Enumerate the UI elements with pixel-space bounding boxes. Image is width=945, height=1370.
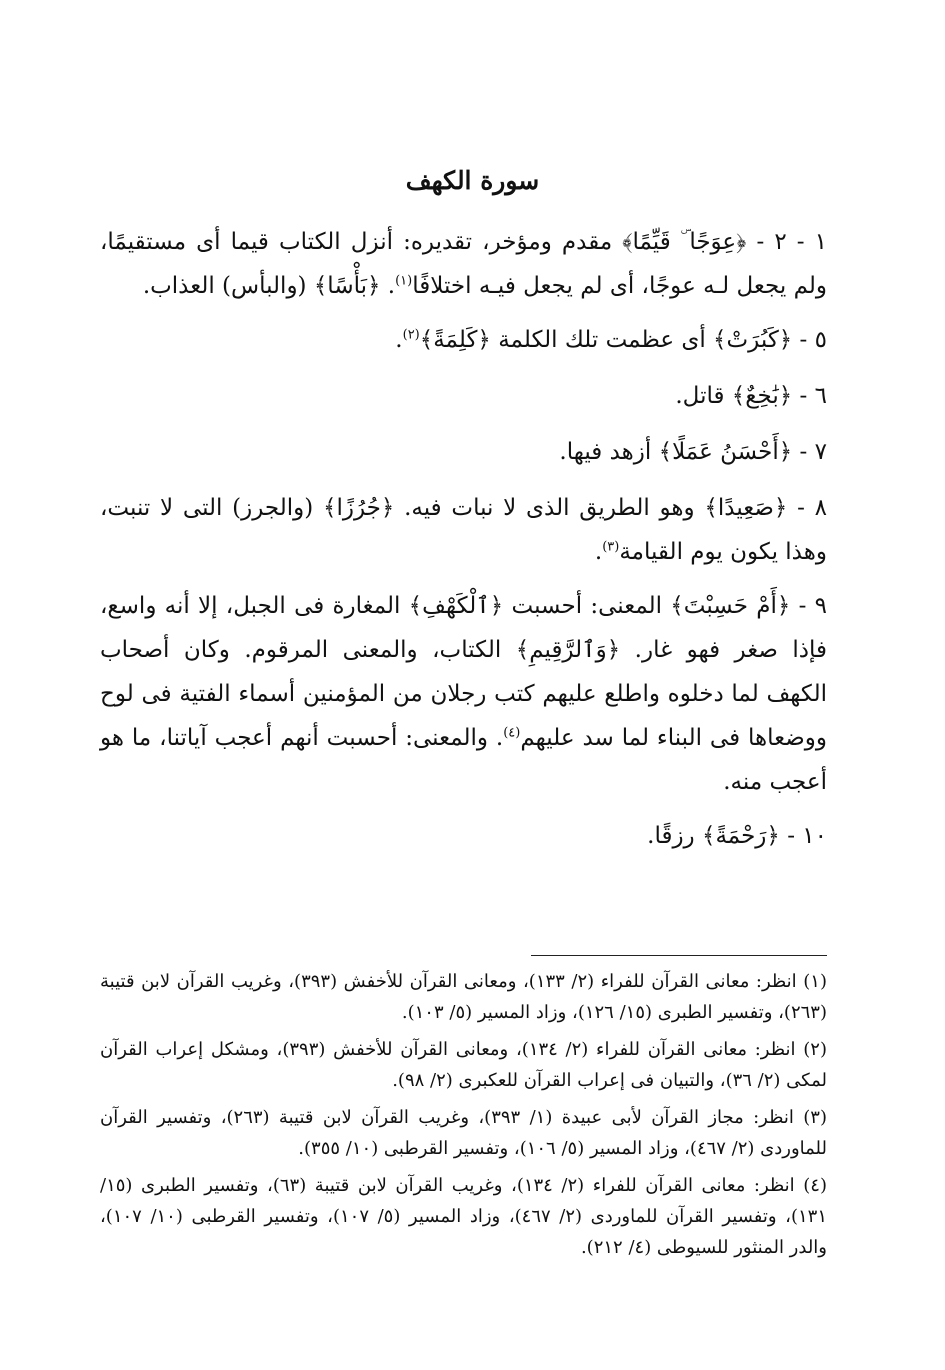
- footnote-number: (٢): [803, 1039, 827, 1060]
- paragraph-text: . والمعنى: أحسبت أنهم أعجب آياتنا، ما هو أعجب منه.: [100, 725, 827, 795]
- verse-paragraph: [100, 220, 827, 308]
- footnote-ref[interactable]: (٣): [602, 539, 620, 555]
- paragraph-text: ١ - ٢ - ﴿عِوَجًا ۜ قَيِّمًا﴾ مقدم ومؤخر، تقديره: أنزل الكتاب قيما أى مستقيمًا، ولم يجعل لـه عوجًا، أى لم يجعل فيـه اختلافًا: [100, 229, 827, 299]
- footnote-divider: [531, 955, 827, 956]
- verse-paragraph: [100, 318, 827, 362]
- verse-paragraph: [100, 430, 827, 474]
- footnote: [100, 1034, 827, 1096]
- footnote-text: انظر: مجاز القرآن لأبى عبيدة (١/ ٣٩٣)، وغريب القرآن لابن قتيبة (٢٦٣)، وتفسير القرآن للماوردى (٢/ ٤٦٧)، وزاد المسير (٥/ ١٠٦)، وتفسير القرطبى (١٠/ ٣٥٥).: [100, 1107, 827, 1159]
- verse-paragraph: [100, 584, 827, 804]
- paragraph-text: .: [395, 327, 403, 353]
- footnote: [100, 1170, 827, 1263]
- verse-paragraph: [100, 374, 827, 418]
- footnote-number: (٣): [803, 1107, 827, 1128]
- paragraph-text: ٥ - ﴿كَبُرَتْ﴾ أى عظمت تلك الكلمة ﴿كَلِمَةً﴾: [419, 327, 827, 353]
- footnote-number: (١): [803, 971, 827, 992]
- footnote-text: انظر: معانى القرآن للفراء (٢/ ١٣٤)، وغريب القرآن لابن قتيبة (٦٣)، وتفسير الطبرى (١٥/ ١٣١)، وتفسير القرآن للماوردى (٢/ ٤٦٧)، وزاد المسير (٥/ ١٠٧)، وتفسير القرطبى (١٠/ ١٠٧)، والدر المنثور للسيوطى (٤/ ٢١٢).: [100, 1175, 827, 1258]
- footnote-ref[interactable]: (٤): [503, 725, 521, 741]
- footnotes: [100, 966, 827, 1269]
- footnote: [100, 966, 827, 1028]
- paragraph-text: ٨ - ﴿صَعِيدًا﴾ وهو الطريق الذى لا نبات فيه. ﴿جُرُزًا﴾ (والجرز) التى لا تنبت، وهذا يكون يوم القيامة: [100, 495, 827, 565]
- verse-paragraph: [100, 486, 827, 574]
- surah-title: سورة الكهف: [405, 166, 540, 195]
- paragraph-text: .: [594, 539, 603, 565]
- commentary-body: [100, 220, 827, 870]
- verse-paragraph: [100, 814, 827, 858]
- footnote-text: انظر: معانى القرآن للفراء (٢/ ١٣٤)، ومعانى القرآن للأخفش (٣٩٣)، ومشكل إعراب القرآن لمكى (٢/ ٣٦)، والتبيان فى إعراب القرآن للعكبرى (٢/ ٩٨).: [100, 1039, 827, 1091]
- footnote-text: انظر: معانى القرآن للفراء (٢/ ١٣٣)، ومعانى القرآن للأخفش (٣٩٣)، وغريب القرآن لابن قتيبة (٢٦٣)، وتفسير الطبرى (١٥/ ١٢٦)، وزاد المسير (٥/ ١٠٣).: [100, 971, 827, 1023]
- paragraph-text: ٦ - ﴿بَٰخِعٌ﴾ قاتل.: [675, 383, 827, 409]
- paragraph-text: ١٠ - ﴿رَحْمَةً﴾ رزقًا.: [647, 823, 827, 849]
- footnote: [100, 1102, 827, 1164]
- footnote-ref[interactable]: (١): [395, 273, 413, 289]
- paragraph-text: ٩ - ﴿أَمْ حَسِبْتَ﴾ المعنى: أحسبت ﴿ٱلْكَهْفِ﴾ المغارة فى الجبل، إلا أنه واسع، فإذا صغر فهو غار. ﴿وَٱلرَّقِيمِ﴾ الكتاب، والمعنى المرقوم. وكان أصحاب الكهف لما دخلوه واطلع عليهم كتب رجلان من المؤمنين أسماء الفتية فى لوح ووضعاها فى البناء لما سد عليهم: [100, 593, 827, 751]
- footnote-ref[interactable]: (٢): [402, 327, 420, 343]
- footnote-number: (٤): [803, 1175, 827, 1196]
- paragraph-text: . ﴿بَأْسًا﴾ (والبأس) العذاب.: [142, 273, 396, 299]
- paragraph-text: ٧ - ﴿أَحْسَنُ عَمَلًا﴾ أزهد فيها.: [559, 439, 827, 465]
